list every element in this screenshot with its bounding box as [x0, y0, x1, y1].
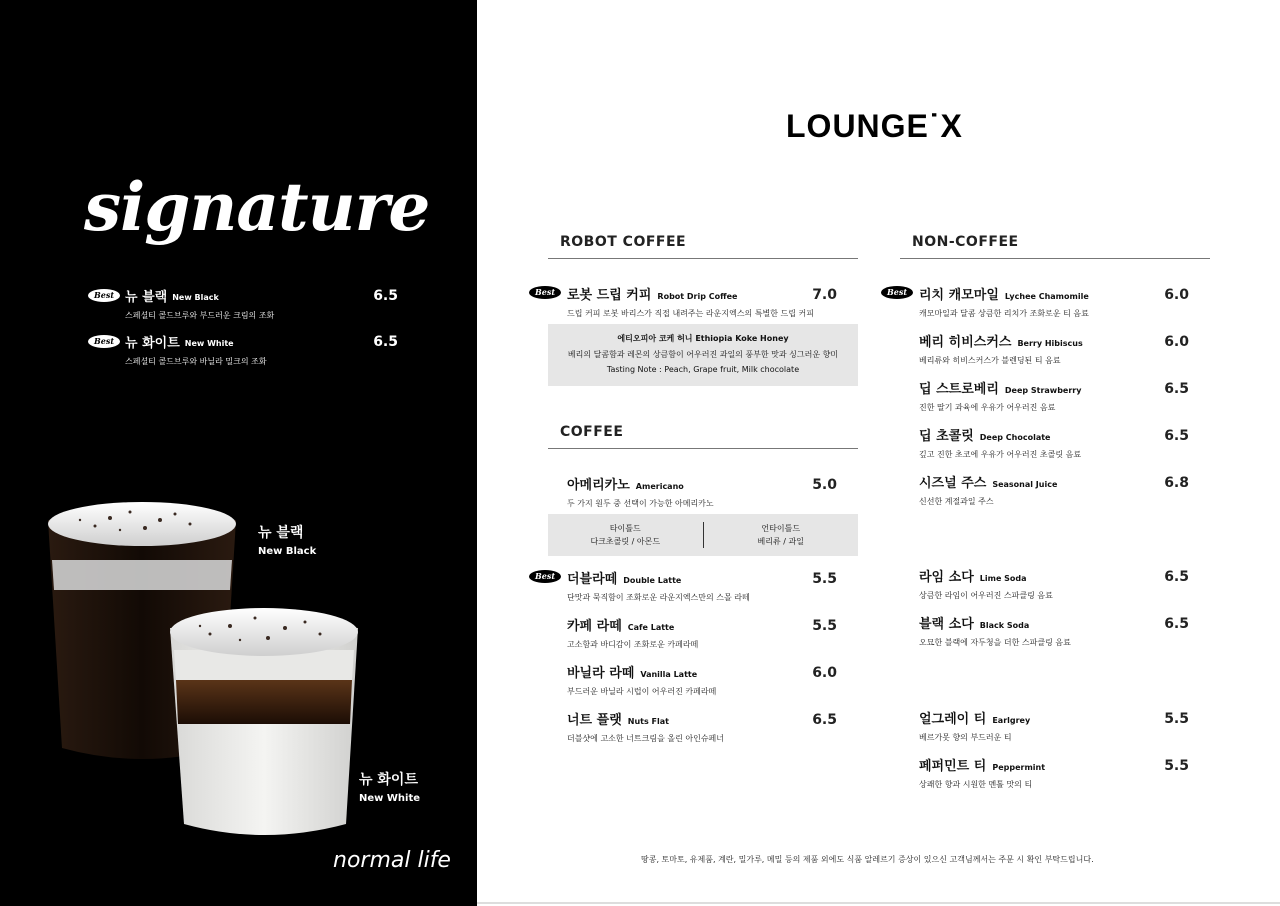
item-name-en: Berry Hibiscus — [1017, 339, 1083, 348]
allergy-notice: 땅콩, 토마토, 유제품, 계란, 밀가루, 메밀 등의 제품 외에도 식품 알레르기 증상이 있으신 고객님께서는 주문 시 확인 부탁드립니다. — [641, 855, 1094, 864]
menu-item-peppermint — [919, 755, 1189, 790]
item-name-ko: 너트 플랫 — [567, 713, 622, 728]
item-name-ko: 더블라떼 — [567, 572, 618, 587]
best-badge: Best — [88, 335, 120, 348]
item-name-ko: 뉴 화이트 — [125, 336, 180, 351]
item-price: 6.5 — [1164, 381, 1189, 397]
best-badge: Best — [529, 570, 561, 583]
item-name-ko: 딥 스트로베리 — [919, 382, 999, 397]
bean-option-title: 타이틀드 — [609, 524, 641, 533]
bean-option-untitled — [704, 522, 859, 548]
item-price: 5.5 — [812, 618, 837, 634]
item-desc: 캐모마일과 달콤 상큼한 리치가 조화로운 티 음료 — [919, 309, 1089, 318]
cup-label-ko: 뉴 화이트 — [359, 772, 418, 788]
menu-item-cafe-latte — [567, 615, 837, 650]
bean-choice-box — [548, 514, 858, 556]
item-price: 6.5 — [1164, 616, 1189, 632]
bean-option-notes: 다크초콜릿 / 아몬드 — [590, 537, 661, 546]
item-price: 6.0 — [812, 665, 837, 681]
item-desc: 드립 커피 로봇 바리스가 직접 내려주는 라운지엑스의 특별한 드립 커피 — [567, 309, 814, 318]
menu-item-deep-chocolate — [919, 425, 1189, 460]
item-name-ko: 베리 히비스커스 — [919, 335, 1012, 350]
item-price: 6.5 — [373, 333, 398, 350]
bean-description: 베리의 달콤함과 레몬의 상큼함이 어우러진 과일의 풍부한 맛과 싱그러운 향미 — [567, 350, 839, 359]
bean-option-title: 언타이틀드 — [761, 524, 801, 533]
item-name-ko: 라임 소다 — [919, 570, 974, 585]
bean-name: 에티오피아 코케 허니 Ethiopia Koke Honey — [617, 334, 789, 343]
menu-item-double-latte — [567, 568, 837, 603]
best-badge: Best — [881, 286, 913, 299]
menu-item-nuts-flat — [567, 709, 837, 744]
item-desc: 신선한 계절과일 주스 — [919, 497, 994, 506]
best-badge: Best — [529, 286, 561, 299]
item-name-en: Vanilla Latte — [640, 670, 698, 679]
menu-item-lime-soda — [919, 566, 1189, 601]
item-price: 5.5 — [812, 571, 837, 587]
item-name-ko: 뉴 블랙 — [125, 290, 168, 305]
section-heading-coffee: COFFEE — [548, 424, 858, 449]
item-name-ko: 얼그레이 티 — [919, 712, 987, 727]
item-name-ko: 시즈널 주스 — [919, 476, 987, 491]
item-price: 5.0 — [812, 477, 837, 493]
item-name-ko: 카페 라떼 — [567, 619, 622, 634]
item-name-ko: 리치 캐모마일 — [919, 288, 999, 303]
item-desc: 깊고 진한 초코에 우유가 어우러진 초콜릿 음료 — [919, 450, 1082, 459]
best-badge: Best — [88, 289, 120, 302]
item-name-en: Cafe Latte — [627, 623, 675, 632]
menu-item-berry-hibiscus — [919, 331, 1189, 366]
item-name-ko: 로봇 드립 커피 — [567, 288, 652, 303]
cup-label-new-black — [258, 522, 316, 557]
item-desc: 스페셜티 콜드브루와 부드러운 크림의 조화 — [125, 311, 275, 320]
item-price: 6.5 — [1164, 428, 1189, 444]
item-name-en: New White — [184, 338, 234, 348]
item-desc: 더블샷에 고소한 너트크림을 올린 아인슈페너 — [567, 734, 725, 743]
item-desc: 베리류와 히비스커스가 블렌딩된 티 음료 — [919, 356, 1061, 365]
item-desc: 단맛과 묵직함이 조화로운 라운지엑스만의 스몰 라떼 — [567, 593, 750, 602]
item-price: 6.5 — [373, 287, 398, 304]
item-name-en: Seasonal Juice — [992, 480, 1058, 489]
item-price: 6.5 — [1164, 569, 1189, 585]
bottom-divider — [477, 902, 1280, 904]
menu-item-deep-strawberry — [919, 378, 1189, 413]
brand-logo: LOUNGE˙X — [786, 108, 963, 144]
cup-label-ko: 뉴 블랙 — [258, 525, 304, 541]
item-name-ko: 딥 초콜릿 — [919, 429, 974, 444]
menu-item-earlgrey — [919, 708, 1189, 743]
item-price: 7.0 — [812, 287, 837, 303]
menu-item-lychee-chamomile — [919, 284, 1189, 319]
item-name-en: Deep Strawberry — [1004, 386, 1082, 395]
item-desc: 진한 딸기 과육에 우유가 어우러진 음료 — [919, 403, 1056, 412]
bean-option-notes: 베리류 / 과일 — [757, 537, 804, 546]
bean-option-titled — [548, 522, 703, 548]
section-heading-robot-coffee: ROBOT COFFEE — [548, 234, 858, 259]
item-desc: 상큼한 라임이 어우러진 스파클링 음료 — [919, 591, 1053, 600]
item-price: 5.5 — [1164, 758, 1189, 774]
item-price: 6.0 — [1164, 334, 1189, 350]
cup-label-en: New Black — [258, 546, 317, 557]
item-desc: 부드러운 바닐라 시럽이 어우러진 카페라떼 — [567, 687, 717, 696]
item-name-en: Lychee Chamomile — [1004, 292, 1089, 301]
item-desc: 베르가못 향의 부드러운 티 — [919, 733, 1012, 742]
item-name-ko: 아메리카노 — [567, 478, 630, 493]
item-name-en: Peppermint — [992, 763, 1046, 772]
item-price: 5.5 — [1164, 711, 1189, 727]
item-desc: 두 가지 원두 중 선택이 가능한 아메리카노 — [567, 499, 714, 508]
menu-item-black-soda — [919, 613, 1189, 648]
item-name-en: Nuts Flat — [627, 717, 669, 726]
tagline: normal life — [333, 848, 451, 873]
item-name-ko: 블랙 소다 — [919, 617, 974, 632]
item-desc: 고소함과 바디감이 조화로운 카페라떼 — [567, 640, 699, 649]
signature-panel — [0, 0, 477, 906]
item-price: 6.0 — [1164, 287, 1189, 303]
menu-item-vanilla-latte — [567, 662, 837, 697]
menu-item-americano — [567, 474, 837, 509]
item-name-en: Deep Chocolate — [979, 433, 1051, 442]
menu-item-seasonal-juice — [919, 472, 1189, 507]
cup-label-en: New White — [359, 793, 421, 804]
section-heading-non-coffee: NON-COFFEE — [900, 234, 1210, 259]
item-desc: 상쾌한 향과 시원한 멘톨 맛의 티 — [919, 780, 1033, 789]
item-price: 6.8 — [1164, 475, 1189, 491]
item-name-ko: 페퍼민트 티 — [919, 759, 987, 774]
item-name-en: Earlgrey — [992, 716, 1031, 725]
item-name-en: Americano — [635, 482, 684, 491]
cup-label-new-white — [359, 769, 420, 804]
item-desc: 오묘한 블랙에 자두청을 더한 스파클링 음료 — [919, 638, 1071, 647]
tasting-note: Tasting Note : Peach, Grape fruit, Milk chocolate — [606, 365, 800, 374]
bean-info-box — [548, 324, 858, 386]
signature-title: signature — [84, 168, 430, 246]
menu-item-robot-drip-coffee — [567, 284, 837, 319]
item-name-en: Robot Drip Coffee — [657, 292, 738, 301]
item-price: 6.5 — [812, 712, 837, 728]
item-name-ko: 바닐라 라떼 — [567, 666, 635, 681]
item-name-en: Lime Soda — [979, 574, 1027, 583]
item-name-en: Black Soda — [979, 621, 1030, 630]
item-desc: 스페셜티 콜드브루와 바닐라 밀크의 조화 — [125, 357, 267, 366]
item-name-en: New Black — [172, 292, 219, 302]
item-name-en: Double Latte — [623, 576, 682, 585]
